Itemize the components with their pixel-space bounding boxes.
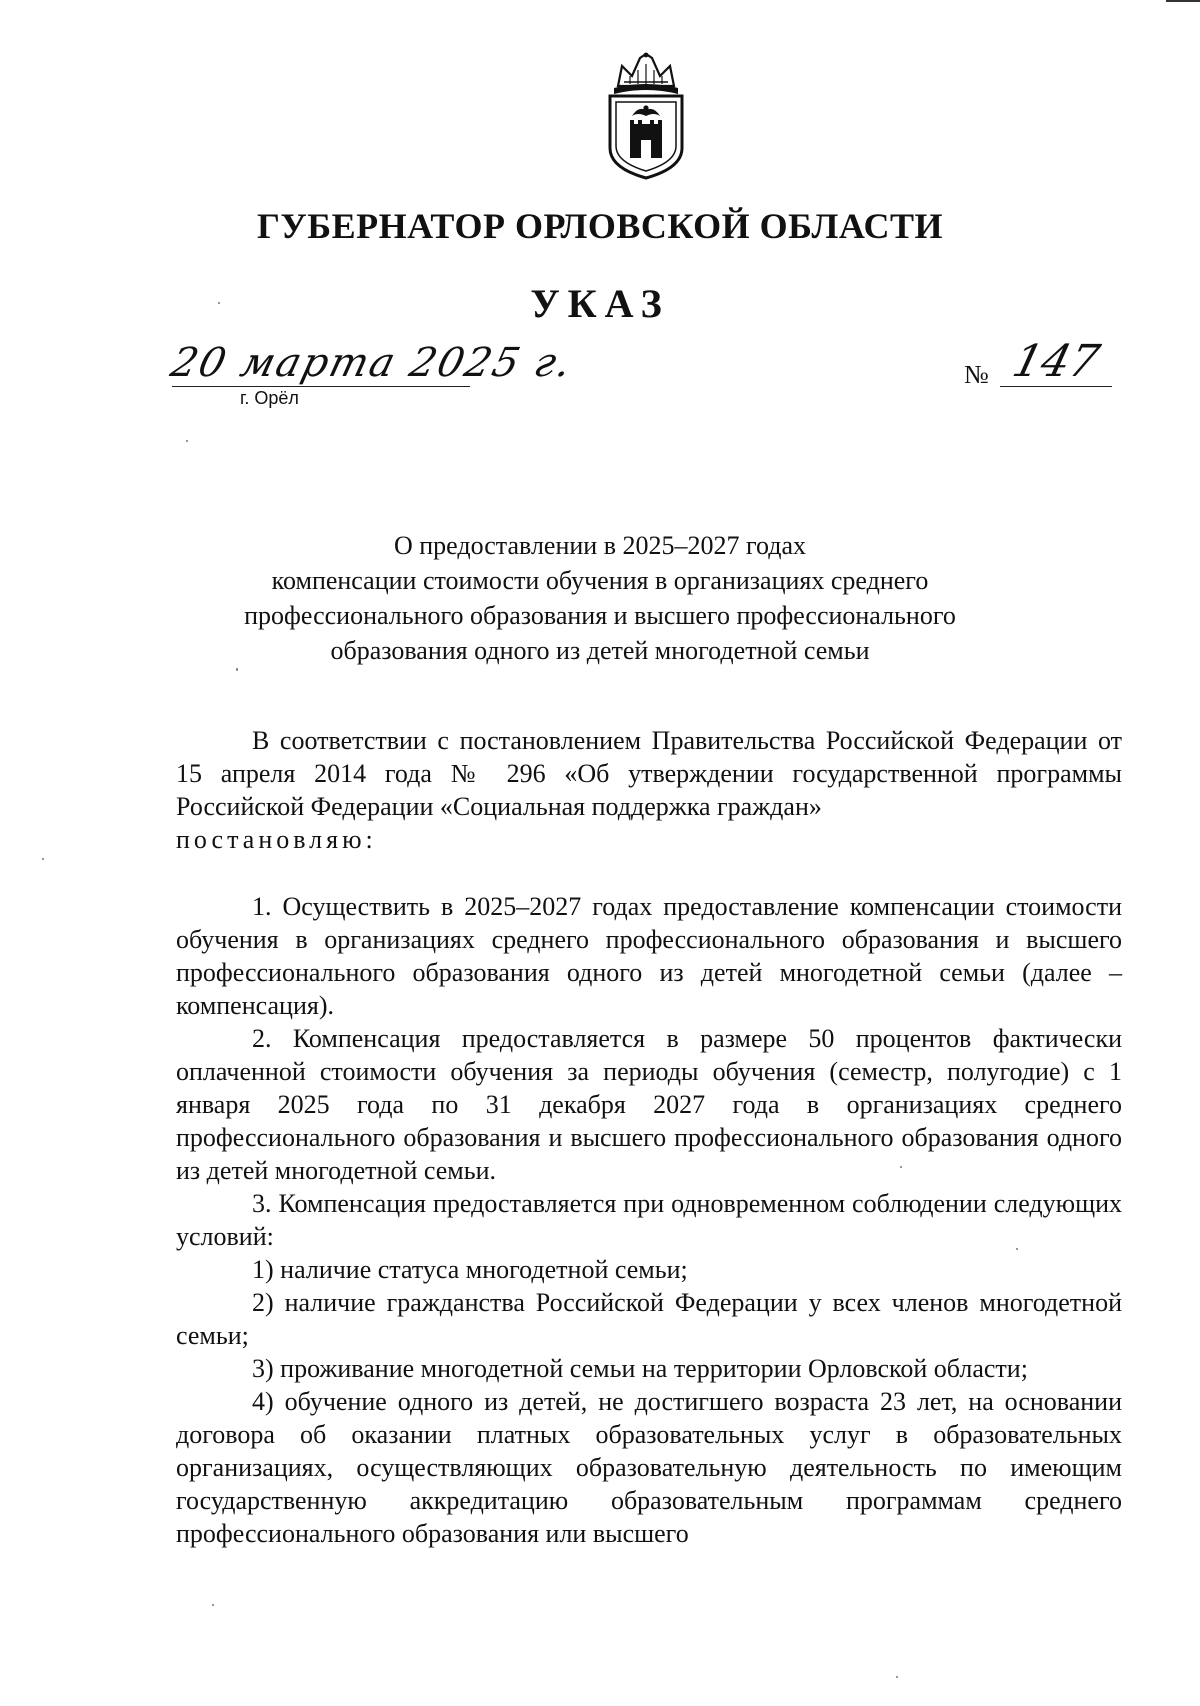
scan-speck — [1016, 1248, 1018, 1250]
org-title: ГУБЕРНАТОР ОРЛОВСКОЙ ОБЛАСТИ — [256, 206, 944, 246]
handwritten-date: 20 марта 2025 г. — [166, 340, 578, 386]
city-caption: г. Орёл — [240, 388, 299, 408]
condition-item: 1) наличие статуса многодетной семьи; — [252, 1255, 688, 1284]
number-label: № — [964, 360, 989, 389]
scan-speck — [212, 1604, 214, 1606]
decree-items — [176, 890, 1122, 1550]
resolve-word: постановляю: — [176, 825, 377, 854]
scan-speck — [900, 1166, 902, 1168]
condition-item: 4) обучение одного из детей, не достигшего возраста 23 лет, на основании договора об оказании платных образовательных услуг в образовательных организациях, осуществляющих образовательную деятельность по имеющим государственную аккредитацию образовательным программам среднего профессионального образования или высшего — [176, 1387, 1122, 1548]
document-type: УКАЗ — [530, 281, 670, 326]
handwritten-number: 147 — [1007, 336, 1105, 387]
decree-item: 2. Компенсация предоставляется в размере 50 процентов фактически оплаченной стоимости обучения за периоды обучения (семестр, полугодие) с 1 января 2025 года по 31 декабря 2027 года в организациях среднего профессионального образования и высшего профессионального образования одного из детей многодетной семьи. — [176, 1024, 1122, 1185]
decree-item: 3. Компенсация предоставляется при одновременном соблюдении следующих условий: — [176, 1189, 1122, 1251]
preamble-paragraph — [176, 724, 1122, 856]
scan-corner-mark — [1166, 0, 1200, 2]
subject-line: компенсации стоимости обучения в организациях среднего — [271, 566, 929, 595]
preamble-text: В соответствии с постановлением Правительства Российской Федерации от 15 апреля 2014 года № 296 «Об утверждении государственной программы Российской Федерации «Социальная поддержка граждан» — [176, 726, 1122, 821]
coat-of-arms-icon — [600, 52, 692, 180]
condition-item: 2) наличие гражданства Российской Федерации у всех членов многодетной семьи; — [176, 1288, 1122, 1350]
subject-line: образования одного из детей многодетной семьи — [330, 636, 870, 665]
scan-speck — [236, 668, 238, 671]
document-subject — [0, 528, 1200, 668]
decree-item: 1. Осуществить в 2025–2027 годах предоставление компенсации стоимости обучения в организациях среднего профессионального образования и высшего профессионального образования одного из детей многодетной семьи (далее – компенсация). — [176, 892, 1122, 1020]
scan-speck — [42, 858, 44, 860]
subject-line: О предоставлении в 2025–2027 годах — [393, 531, 807, 560]
condition-item: 3) проживание многодетной семьи на территории Орловской области; — [252, 1354, 1028, 1383]
scan-speck — [896, 1676, 898, 1678]
scan-speck — [218, 302, 220, 304]
scan-speck — [186, 440, 188, 442]
subject-line: профессионального образования и высшего профессионального — [244, 601, 956, 630]
